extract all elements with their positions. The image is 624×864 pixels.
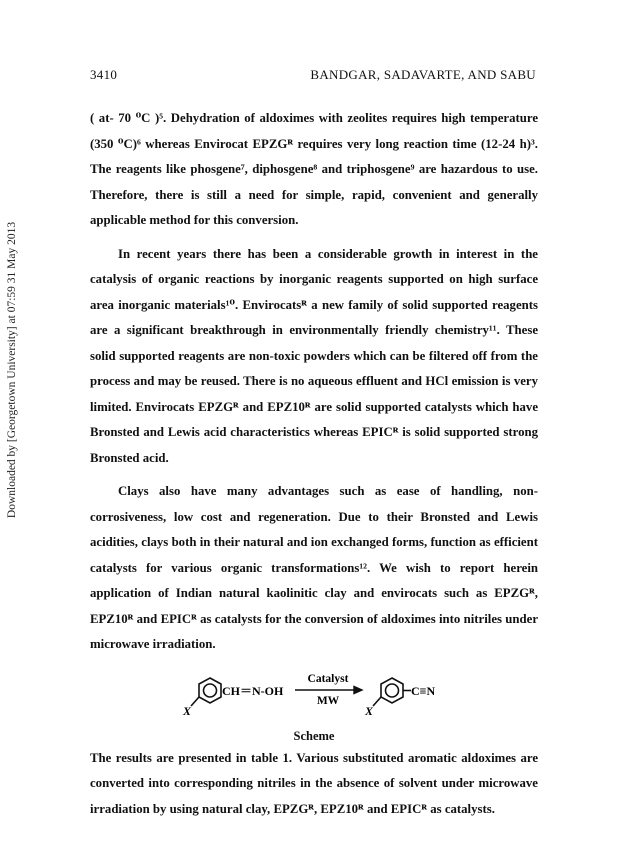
reactant-group: CH＝N-OH bbox=[222, 683, 284, 698]
catalyst-label: Catalyst bbox=[307, 672, 349, 685]
paragraph-4: The results are presented in table 1. Various substituted aromatic aldoximes are converted into corresponding nitriles in the absence of solvent under microwave irradiation by using natural clay, EPZGᴿ, EPZ10ᴿ and EPICᴿ as catalysts. bbox=[90, 750, 538, 816]
product-benzene-ring bbox=[373, 678, 411, 706]
article-body bbox=[90, 106, 538, 822]
results-section bbox=[90, 746, 538, 823]
download-note-text: Downloaded by [Georgetown University] at 07:59 31 May 2013 bbox=[6, 221, 18, 519]
running-head-authors: BANDGAR, SADAVARTE, AND SABU bbox=[310, 67, 536, 82]
reaction-arrow bbox=[295, 686, 362, 693]
paragraph-3: Clays also have many advantages such as ease of handling, non-corrosiveness, low cost and regeneration. Due to their Bronsted and Lewis acidities, clays both in their natural and ion exchanged forms, function as efficient catalysts for various organic transformations¹². We wish to report herein application of Indian natural kaolinitic clay and envirocats such as EPZGᴿ, EPZ10ᴿ and EPICᴿ as catalysts for the conversion of aldoximes into nitriles under microwave irradiation. bbox=[90, 484, 538, 651]
condition-label: MW bbox=[316, 694, 340, 707]
download-note bbox=[2, 110, 22, 630]
scheme-caption: Scheme bbox=[293, 728, 335, 743]
page-header bbox=[90, 67, 536, 83]
product-group: C≡N bbox=[411, 683, 436, 698]
paragraph-2: In recent years there has been a considerable growth in interest in the catalysis of organic reactions by inorganic reagents supported on high surface area inorganic materials¹⁰. Envirocatsᴿ a new family of solid supported reagents are a significant breakthrough in environmentally friendly chemistry¹¹. These solid supported reagents are non-toxic powders which can be filtered off from the process and may be reused. There is no aqueous effluent and HCl emission is very limited. Envirocats EPZGᴿ and EPZ10ᴿ are solid supported catalysts which have Bronsted and Lewis acid characteristics whereas EPICᴿ is solid supported strong Bronsted acid. bbox=[90, 246, 538, 465]
product-substituent: X bbox=[365, 703, 374, 718]
reaction-scheme bbox=[90, 662, 538, 743]
reaction-scheme-drawing bbox=[90, 662, 538, 724]
reactant-substituent: X bbox=[183, 703, 192, 718]
paragraph-1: ( at- 70 ⁰C )⁵. Dehydration of aldoximes with zeolites requires high temperature (350 ⁰C)⁶ whereas Envirocat EPZGᴿ requires very long reaction time (12-24 h)³. The reagents like phosgene⁷, diphosgene⁸ and triphosgene⁹ are hazardous to use. Therefore, there is still a need for simple, rapid, convenient and generally applicable method for this conversion. bbox=[90, 111, 538, 227]
reactant-benzene-ring bbox=[191, 678, 221, 706]
page-number: 3410 bbox=[90, 67, 118, 82]
